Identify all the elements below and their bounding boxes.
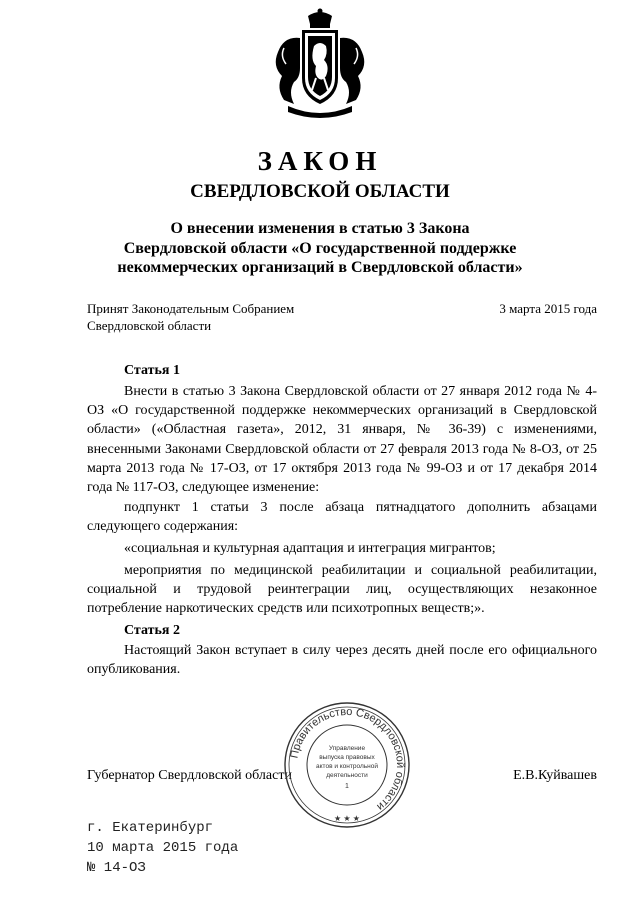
seal-inner-line: актов и контрольной	[316, 763, 378, 770]
official-seal-icon	[282, 700, 412, 830]
signatory-name: Е.В.Куйвашев	[513, 768, 597, 783]
signatory-position: Губернатор Свердловской области	[87, 768, 292, 783]
seal-inner-line: Управление	[328, 745, 366, 752]
registration-date: 10 марта 2015 года	[87, 840, 239, 856]
seal-inner-line: выпуска правовых	[319, 754, 375, 761]
subject-line: Свердловской области «О государственной поддержке	[123, 239, 517, 257]
registration-city: г. Екатеринбург	[87, 820, 214, 836]
law-title: ЗАКОН	[257, 146, 383, 176]
coat-of-arms-sverdlovsk-icon	[264, 8, 376, 120]
article-paragraph: подпункт 1 статьи 3 после абзаца пятнадцатого дополнить абзацами следующего содержания:	[87, 500, 597, 535]
seal-inner-line: деятельности	[326, 772, 368, 779]
article-paragraph: мероприятия по медицинской реабилитации и социальной реабилитации, социальной и трудовой реинтеграции лиц, осуществляющих незаконное потребление наркотических средств или психотропных веществ;».	[87, 563, 597, 617]
adoption-note	[87, 300, 294, 334]
article-heading: Статья 2	[124, 623, 180, 638]
adoption-line: Свердловской области	[87, 318, 212, 333]
law-subject	[80, 219, 560, 278]
registration-number: № 14-ОЗ	[87, 860, 146, 876]
region-title: СВЕРДЛОВСКОЙ ОБЛАСТИ	[190, 181, 450, 202]
seal-number: 1	[345, 783, 349, 790]
adoption-line: Принят Законодательным Собранием	[87, 301, 295, 316]
adoption-date: 3 марта 2015 года	[499, 301, 597, 316]
article-paragraph: «социальная и культурная адаптация и интеграция мигрантов;	[124, 541, 496, 556]
seal-ring-text: Правительство Свердловской области	[288, 705, 407, 813]
seal-stars-icon: ★ ★ ★	[334, 814, 360, 823]
subject-line: некоммерческих организаций в Свердловской области»	[117, 259, 523, 276]
article-heading: Статья 1	[124, 363, 180, 378]
subject-line: О внесении изменения в статью 3 Закона	[170, 220, 470, 237]
article-paragraph: Внести в статью 3 Закона Свердловской области от 27 января 2012 года № 4-ОЗ «О государственной поддержке некоммерческих организаций в Свердловской области» («Областная газета», 2012, 31 января, № 36-39) с изменениями, внесенными Законами Свердловской области от 27 февраля 2013 года № 8-ОЗ, от 25 марта 2013 года № 17-ОЗ, от 17 октября 2013 года № 99-ОЗ и от 17 декабря 2014 года № 117-ОЗ, следующее изменение:	[87, 384, 597, 496]
article-paragraph: Настоящий Закон вступает в силу через десять дней после его официального опубликования.	[87, 643, 597, 678]
